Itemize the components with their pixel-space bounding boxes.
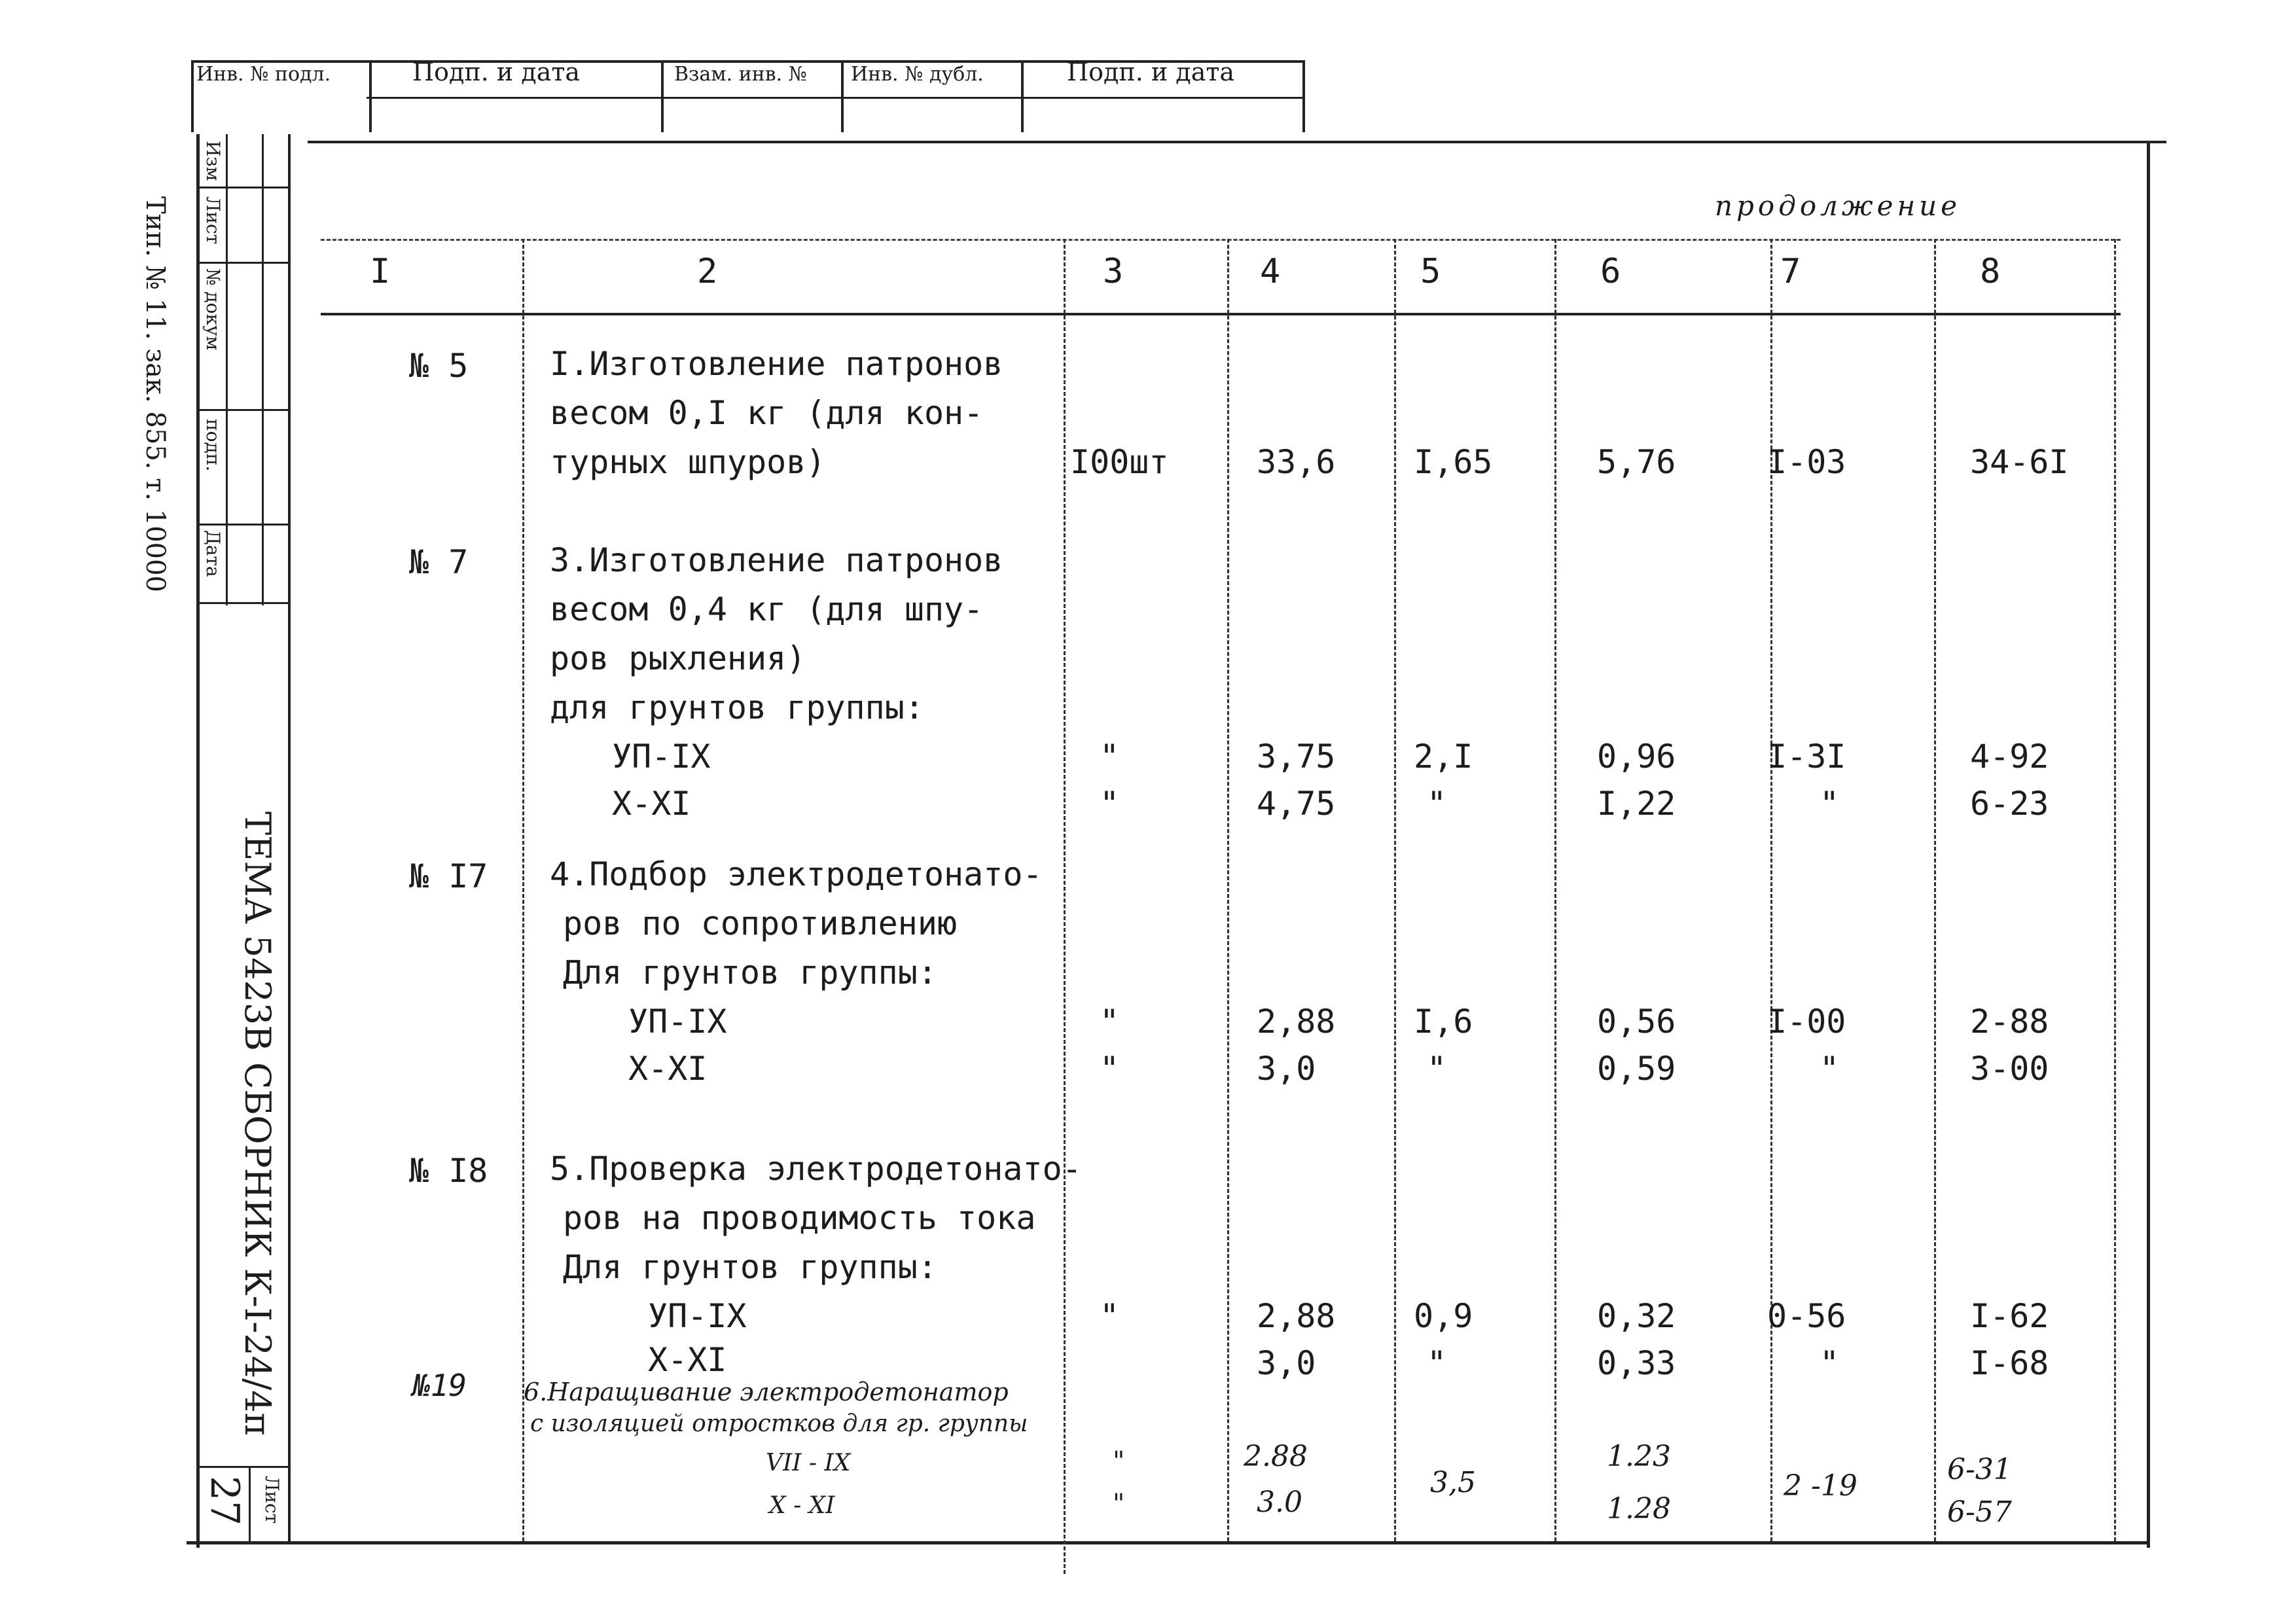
row-desc-line: весом 0,I кг (для кон-: [550, 394, 984, 432]
cell-col4: 33,6: [1257, 443, 1336, 481]
col-header-5: 5: [1420, 252, 1441, 291]
continuation-note: продолжение: [1715, 190, 1962, 222]
margin-izm: Изм: [202, 141, 224, 181]
sbornik-label: ТЕМА 5423В СБОРНИК К-I-24/4п: [237, 812, 278, 1436]
print-info: Тип. № 11. зак. 855. т. 10000: [140, 196, 170, 592]
cell-col8: 6-31: [1947, 1453, 2012, 1486]
group-label: УП-IX: [628, 1003, 727, 1041]
group-label: УП-IX: [648, 1297, 747, 1335]
stamp-podp-data-2: Подп. и дата: [1067, 58, 1235, 86]
row-desc-line: ров на проводимость тока: [563, 1199, 1036, 1237]
cell-unit: ": [1100, 1050, 1120, 1088]
cell-unit: I00шт: [1070, 443, 1169, 481]
cell-col4: 3,0: [1257, 1344, 1316, 1382]
stamp-inv-no-podl: Инв. № подл.: [196, 63, 331, 86]
group-label: X-XI: [628, 1050, 708, 1088]
row-desc-line: ров по сопротивлению: [563, 904, 958, 942]
margin-list: Лист: [202, 196, 224, 245]
cell-col5: 3,5: [1430, 1466, 1476, 1499]
row-ref: № I7: [409, 857, 488, 895]
cell-col6: 0,96: [1597, 738, 1676, 776]
cell-col5: ": [1427, 1050, 1447, 1088]
margin-doc-no: № докум: [202, 268, 224, 351]
row-desc-line: весом 0,4 кг (для шпу-: [550, 590, 984, 628]
cell-col5: ": [1427, 785, 1447, 823]
col-header-6: 6: [1600, 252, 1621, 291]
stamp-podp-data-1: Подп. и дата: [412, 58, 581, 86]
row-desc-line: 4.Подбор электродетонато-: [550, 855, 1043, 893]
cell-col7: 2 -19: [1784, 1469, 1857, 1503]
group-label: X - XI: [769, 1492, 835, 1519]
row-desc-line: 3.Изготовление патронов: [550, 541, 1003, 579]
col-header-7: 7: [1780, 252, 1801, 291]
cell-col4: 3,75: [1257, 738, 1336, 776]
stamp-inv-dubl: Инв. № дубл.: [851, 63, 984, 86]
row-ref: № I8: [409, 1152, 488, 1190]
cell-col7: ": [1820, 1050, 1840, 1088]
row-desc-line: турных шпуров): [550, 443, 826, 481]
stamp-vzam-inv: Взам. инв. №: [674, 63, 808, 86]
cell-col7: I-3I: [1767, 738, 1846, 776]
cell-col4: 4,75: [1257, 785, 1336, 823]
col-header-8: 8: [1980, 252, 2001, 291]
cell-col8: 34-6I: [1970, 443, 2069, 481]
col-header-4: 4: [1260, 252, 1281, 291]
cell-col6: 0,59: [1597, 1050, 1676, 1088]
cell-col8: 3-00: [1970, 1050, 2049, 1088]
row-ref: №19: [412, 1368, 467, 1403]
margin-data: Дата: [202, 530, 224, 577]
row-desc-line: 6.Наращивание электродетонатор: [524, 1378, 1009, 1406]
cell-col5: 2,I: [1414, 738, 1473, 776]
cell-col8: 4-92: [1970, 738, 2049, 776]
cell-col6: 0,56: [1597, 1003, 1676, 1041]
group-label: X-XI: [612, 785, 691, 823]
row-desc-line: Для грунтов группы:: [563, 954, 937, 991]
col-header-1: I: [370, 252, 391, 291]
cell-col6: 0,33: [1597, 1344, 1676, 1382]
cell-col6: 1.28: [1607, 1492, 1671, 1525]
row-desc-line: I.Изготовление патронов: [550, 345, 1003, 383]
group-label: X-XI: [648, 1341, 727, 1379]
cell-col7: ": [1820, 785, 1840, 823]
row-ref: № 7: [409, 543, 469, 581]
cell-col5: I,6: [1414, 1003, 1473, 1041]
cell-col5: I,65: [1414, 443, 1493, 481]
cell-col4: 2,88: [1257, 1297, 1336, 1335]
cell-col4: 3.0: [1257, 1486, 1302, 1519]
cell-col8: 2-88: [1970, 1003, 2049, 1041]
cell-col7: ": [1820, 1344, 1840, 1382]
cell-col5: ": [1427, 1344, 1447, 1382]
cell-unit: ": [1100, 785, 1120, 823]
cell-col7: I-03: [1767, 443, 1846, 481]
cell-col6: 1.23: [1607, 1440, 1671, 1473]
row-desc-line: Для грунтов группы:: [563, 1248, 937, 1286]
row-desc-line: с изоляцией отростков для гр. группы: [530, 1410, 1028, 1437]
page-number: 27: [202, 1476, 247, 1526]
cell-unit: ": [1100, 738, 1120, 776]
cell-col8: 6-23: [1970, 785, 2049, 823]
cell-unit: ": [1113, 1489, 1125, 1519]
cell-col4: 2,88: [1257, 1003, 1336, 1041]
col-header-2: 2: [697, 252, 718, 291]
group-label: VII - IX: [766, 1450, 851, 1476]
cell-col4: 2.88: [1244, 1440, 1308, 1473]
cell-col8: I-68: [1970, 1344, 2049, 1382]
margin-podp: подп.: [202, 419, 224, 472]
cell-col7: 0-56: [1767, 1297, 1846, 1335]
margin-list-label: Лист: [261, 1476, 283, 1524]
cell-unit: ": [1100, 1297, 1120, 1335]
cell-col7: I-00: [1767, 1003, 1846, 1041]
group-label: УП-IX: [612, 738, 711, 776]
cell-col5: 0,9: [1414, 1297, 1473, 1335]
cell-col6: 5,76: [1597, 443, 1676, 481]
col-header-3: 3: [1103, 252, 1124, 291]
cell-unit: ": [1100, 1003, 1120, 1041]
row-desc-line: для грунтов группы:: [550, 688, 924, 726]
cell-col8: I-62: [1970, 1297, 2049, 1335]
cell-col6: 0,32: [1597, 1297, 1676, 1335]
cell-unit: ": [1113, 1446, 1125, 1476]
cell-col4: 3,0: [1257, 1050, 1316, 1088]
row-ref: № 5: [409, 347, 469, 385]
row-desc-line: 5.Проверка электродетонато-: [550, 1150, 1082, 1188]
cell-col8: 6-57: [1947, 1495, 2012, 1529]
row-desc-line: ров рыхления): [550, 639, 806, 677]
cell-col6: I,22: [1597, 785, 1676, 823]
